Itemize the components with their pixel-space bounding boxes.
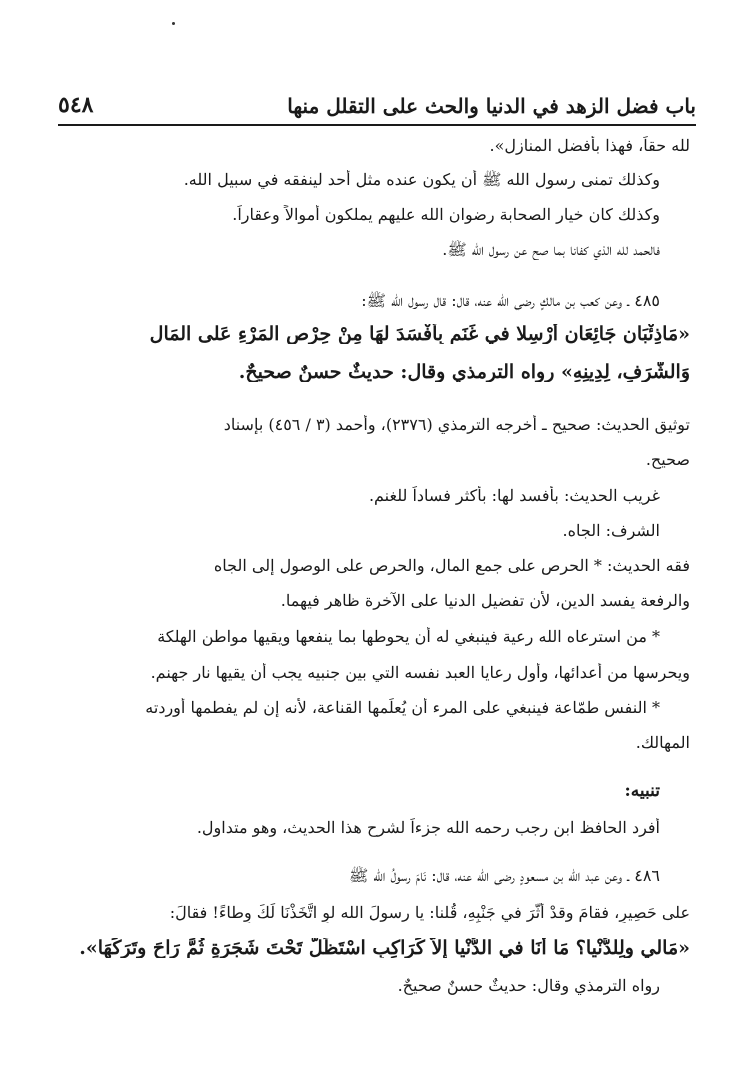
note-text: أفرد الحافظ ابن رجب رحمه الله جزءاً لشرح هذا الحديث، وهو متداول. — [196, 818, 660, 837]
hadith-485-text: «مَاذِئْبَانِ جَائِعَانِ أُرْسِلا في غَنَمٍ بِأَفْسَدَ لهَا مِنْ حِرْصِ المَرْءِ عَلى المَالِ — [149, 324, 690, 344]
fiqh-line: فقه الحديث: * الحرص على جمع المال، والحرص على الوصول إلى الجاه — [213, 556, 690, 575]
scan-speck — [172, 22, 175, 25]
fiqh-point: * من استرعاه الله رعية فينبغي له أن يحوطها بما ينفعها ويقيها مواطن الهلكة — [157, 627, 660, 646]
note-heading: تنبيه: — [624, 781, 660, 801]
running-title: باب فضل الزهد في الدنيا والحث على التقلل منها — [287, 94, 696, 118]
hadith-486-grading: رواه الترمذي وقال: حديثٌ حسنٌ صحيحٌ. — [397, 976, 660, 995]
hadith-485-text-end: وَالشَّرَفِ، لِدِينِهِ» رواه الترمذي وقال: حديثٌ حسنٌ صحيحٌ. — [238, 362, 690, 382]
gharib-line: غريب الحديث: بأفسد لها: بأكثر فساداً للغنم. — [368, 486, 660, 505]
text-line: فالحمد لله الذي كفانا بما صح عن رسول الله ﷺ. — [442, 240, 660, 259]
fiqh-point: * النفس طمّاعة فينبغي على المرء أن يُعلِّمها القناعة، لأنه إن لم يفطمها أوردته — [145, 698, 660, 717]
fiqh-point-cont: المهالك. — [635, 733, 690, 752]
hadith-486-quote: «مَالي ولِلدُّنْيا؟ مَا أنَا في الدُّنْيا إلاَّ كَرَاكِبٍ اسْتَظَلَّ تَحْتَ شَجَرَةٍ ثُمَّ رَاحَ وتَرَكَهَا». — [79, 938, 690, 958]
text-line: وكذلك تمنى رسول الله ﷺ أن يكون عنده مثل أحد لينفقه في سبيل الله. — [183, 170, 660, 189]
hadith-486-intro: ٤٨٦ ـ وعن عبد الله بن مسعودٍ رضي الله عنه، قال: نَامَ رسولُ الله ﷺ — [349, 866, 660, 885]
text-line: لله حقاً، فهذا بأفضل المنازل». — [489, 136, 690, 155]
fiqh-line: والرفعة يفسد الدين، لأن تفضيل الدنيا على الآخرة ظاهر فيهما. — [280, 591, 690, 610]
page-number: ٥٤٨ — [58, 92, 94, 118]
text-line: وكذلك كان خيار الصحابة رضوان الله عليهم يملكون أموالاً وعقاراً. — [232, 205, 660, 224]
fiqh-point-cont: ويحرسها من أعدائها، وأول رعايا العبد نفسه التي بين جنبيه يجب أن يقيها نار جهنم. — [150, 663, 690, 682]
page-header — [58, 78, 696, 126]
takhrij-line-end: صحيح. — [645, 450, 690, 469]
takhrij-line: توثيق الحديث: صحيح ـ أخرجه الترمذي (٢٣٧٦)، وأحمد (٣ / ٤٥٦) بإسناد — [223, 415, 690, 434]
hadith-486-text: على حَصِيرٍ، فقامَ وقدْ أثَّرَ في جَنْبِهِ، قُلنا: يا رسولَ الله لوِ اتَّخَذْنَا لَكَ وِطاءً! فقالَ: — [169, 903, 690, 922]
hadith-485-intro: ٤٨٥ ـ وعن كعب بن مالكٍ رضي الله عنه، قال: قال رسول الله ﷺ: — [361, 291, 660, 310]
gharib-line: الشرف: الجاه. — [562, 521, 660, 540]
